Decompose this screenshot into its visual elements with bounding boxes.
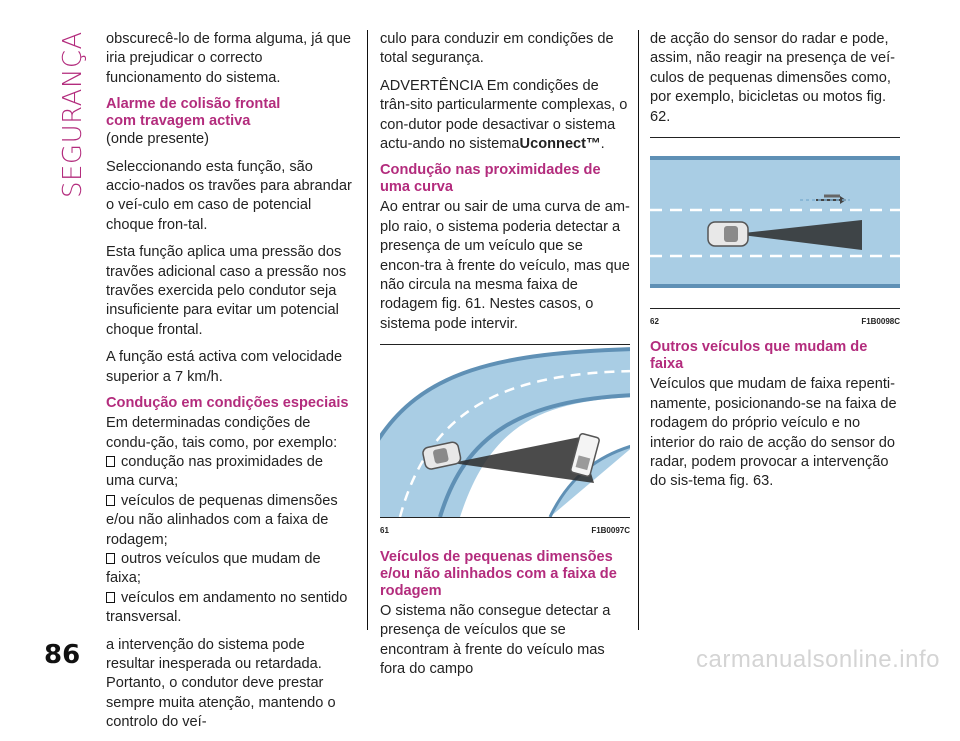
column-divider (638, 30, 639, 630)
bullet-item: condução nas proximidades de uma curva; (106, 453, 324, 490)
checkbox-bullet-icon (106, 495, 115, 506)
bullet-item: veículos em andamento no sentido transversal. (106, 589, 348, 626)
column-3 (650, 30, 900, 500)
paragraph: O sistema não consegue detectar a presença de veículos que se encontram à frente do veículo mas fora do campo (380, 602, 611, 677)
paragraph: Em determinadas condições de condu-ção, tais como, por exemplo: (106, 415, 338, 451)
bullet-item: outros veículos que mudam de faixa; (106, 550, 321, 587)
figure-caption: 61 F1B0097C (380, 526, 630, 536)
column-divider (367, 30, 368, 630)
heading-lane-change: Outros veículos que mudam de faixa (650, 339, 868, 373)
checkbox-bullet-icon (106, 553, 115, 564)
watermark: carmanualsonline.info (696, 646, 940, 673)
checkbox-bullet-icon (106, 592, 115, 603)
bullet-item: veículos de pequenas dimensões e/ou não alinhados com a faixa de rodagem; (106, 492, 338, 548)
bicycle-lane-illustration (650, 138, 900, 308)
page-number: 86 (44, 640, 81, 670)
curve-road-illustration (380, 345, 630, 517)
figure-62 (650, 137, 900, 331)
paragraph: Veículos que mudam de faixa repenti-namente, posicionando-se na faixa de rodagem do próprio veículo e no interior do raio de acção do sensor do radar, podem provocar a intervenção do sis-tema fig. 63. (650, 376, 897, 490)
paragraph: obscurecê-lo de forma alguma, já que iria prejudicar o correcto funcionamento do sistema. (106, 31, 351, 86)
alarm-subtitle: (onde presente) (106, 131, 210, 148)
heading-small-vehicles: Veículos de pequenas dimensões e/ou não alinhados com a faixa de rodagem (380, 548, 617, 599)
paragraph: A função está activa com velocidade superior a 7 km/h. (106, 349, 343, 385)
paragraph: a intervenção do sistema pode resultar inesperada ou retardada. Portanto, o condutor deve prestar sempre muita atenção, mantendo o controlo do veí- (106, 636, 336, 731)
paragraph: Seleccionando esta função, são accio-nados os travões para abrandar o veí-culo em caso de potencial choque fron-tal. (106, 158, 352, 233)
paragraph: de acção do sensor do radar e pode, assim, não reagir na presença de veí-culos de pequenas dimensões como, por exemplo, bicicletas ou motos fig. 62. (650, 31, 895, 125)
paragraph: Esta função aplica uma pressão dos travões adicional caso a pressão nos travões exercida pelo condutor seja insuficiente para evitar um potencial choque frontal. (106, 244, 347, 338)
paragraph: Ao entrar ou sair de uma curva de am-plo raio, o sistema poderia detectar a presença de um veículo que se encon-tra à frente do veículo, mas que não circula na mesma faixa de rodagem fig. 61. Nestes casos, o sistema pode intervir. (380, 199, 630, 332)
section-title: SEGURANÇA (58, 31, 88, 198)
figure-caption: 62 F1B0098C (650, 317, 900, 327)
column-2 (380, 30, 630, 687)
heading-alarm: Alarme de colisão frontal com travagem activa (106, 96, 281, 130)
paragraph: culo para conduzir em condições de total segurança. (380, 31, 614, 67)
checkbox-bullet-icon (106, 456, 115, 467)
heading-curve: Condução nas proximidades de uma curva (380, 162, 601, 196)
figure-61 (380, 344, 630, 540)
warning-paragraph: ADVERTÊNCIA Em condições de trân-sito particularmente complexas, o con-dutor pode desactivar o sistema actu-ando no sistemaUconnect™. (380, 77, 628, 153)
column-1 (106, 30, 352, 741)
heading-special-conditions: Condução em condições especiais (106, 395, 349, 412)
